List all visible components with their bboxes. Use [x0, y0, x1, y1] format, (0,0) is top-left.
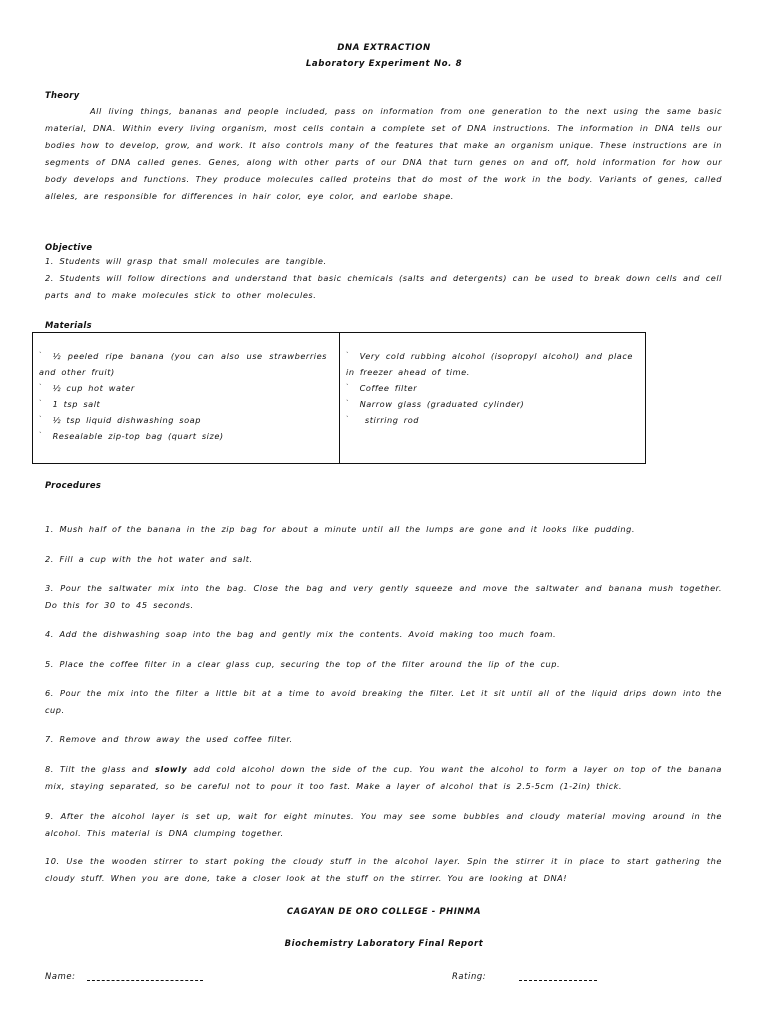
bullet-mark: `: [346, 416, 350, 423]
material-item: ` Narrow glass (graduated cylinder): [346, 399, 525, 409]
material-item: ` Very cold rubbing alcohol (isopropyl alcohol) and place in freezer ahead of time.: [346, 351, 633, 377]
theory-paragraph: [45, 103, 722, 205]
materials-left-column: [33, 333, 340, 463]
name-field[interactable]: [87, 971, 203, 981]
bullet-mark: `: [39, 352, 43, 359]
bullet-mark: `: [39, 416, 43, 423]
theory-heading: Theory: [45, 90, 80, 100]
bullet-mark: `: [346, 384, 350, 391]
material-item: ` Coffee filter: [346, 383, 418, 393]
material-item: ` ½ cup hot water: [39, 383, 135, 393]
objective-item-2: 2. Students will follow directions and understand that basic chemicals (salts and detergents) can be used to break down cells and cell parts and to make molecules stick to other molecules.: [45, 273, 722, 300]
bullet-mark: `: [346, 400, 350, 407]
name-label: Name:: [45, 971, 76, 981]
procedure-step-1: 1. Mush half of the banana in the zip bag for about a minute until all the lumps are gone and it looks like pudding.: [45, 524, 636, 534]
bullet-mark: `: [39, 384, 43, 391]
procedure-step-10: 10. Use the wooden stirrer to start poking the cloudy stuff in the alcohol layer. Spin the stirrer it in place to start gathering the cloudy stuff. When you are done, take a closer look at the stuff on the stirrer. You are looking at DNA!: [45, 856, 722, 883]
materials-right-column: [340, 333, 645, 463]
rating-field[interactable]: [519, 971, 597, 981]
emphasis-slowly: slowly: [154, 764, 188, 774]
procedure-step-7: 7. Remove and throw away the used coffee filter.: [45, 734, 293, 744]
procedures-heading: Procedures: [45, 480, 102, 490]
material-item: ` stirring rod: [346, 415, 420, 425]
bullet-mark: `: [39, 432, 43, 439]
material-item: ` Resealable zip-top bag (quart size): [39, 431, 224, 441]
rating-field-row: [452, 971, 597, 981]
college-name: CAGAYAN DE ORO COLLEGE - PHINMA: [286, 906, 482, 916]
procedure-step-8: 8. Tilt the glass and slowly add cold alcohol down the side of the cup. You want the alcohol to form a layer on top of the banana mix, staying separated, so be careful not to pour it too fast. Make a layer of alcohol that is 2.5-5cm (1-2in) thick.: [45, 764, 723, 791]
procedure-step-4: 4. Add the dishwashing soap into the bag and gently mix the contents. Avoid making too much foam.: [45, 629, 557, 639]
material-item: ` ½ peeled ripe banana (you can also use strawberries and other fruit): [39, 351, 327, 377]
theory-text: All living things, bananas and people included, pass on information from one generation to the next using the same basic material, DNA. Within every living organism, most cells contain a complete set of DNA instructions. The information in DNA tells our bodies how to develop, grow, and work. It also controls many of the features that make an organism unique. These instructions are in segments of DNA called genes. Genes, along with other parts of our DNA that turn genes on and off, hold information for how our body develops and functions. They produce molecules called proteins that do most of the work in the body. Variants of genes, called alleles, are responsible for differences in hair color, eye color, and earlobe shape.: [45, 106, 722, 201]
document-subtitle: Laboratory Experiment No. 8: [305, 59, 463, 69]
procedure-step-5: 5. Place the coffee filter in a clear glass cup, securing the top of the filter around the lip of the cup.: [45, 659, 561, 669]
material-item: ` ½ tsp liquid dishwashing soap: [39, 415, 201, 425]
materials-table: [32, 332, 646, 464]
procedure-step-6: 6. Pour the mix into the filter a little bit at a time to avoid breaking the filter. Let it sit until all of the liquid drips down into the cup.: [45, 688, 722, 715]
materials-heading: Materials: [45, 320, 92, 330]
objective-heading: Objective: [45, 242, 93, 252]
procedure-step-2: 2. Fill a cup with the hot water and salt.: [45, 554, 253, 564]
objective-item-1: 1. Students will grasp that small molecules are tangible.: [45, 256, 327, 266]
procedure-step-9: 9. After the alcohol layer is set up, wait for eight minutes. You may see some bubbles and cloudy material moving around in the alcohol. This material is DNA clumping together.: [45, 811, 722, 838]
report-title: Biochemistry Laboratory Final Report: [284, 938, 484, 948]
material-item: ` 1 tsp salt: [39, 399, 101, 409]
document-title: DNA EXTRACTION: [337, 43, 431, 53]
name-field-row: [45, 971, 203, 981]
bullet-mark: `: [39, 400, 43, 407]
bullet-mark: `: [346, 352, 350, 359]
rating-label: Rating:: [452, 971, 487, 981]
procedure-step-3: 3. Pour the saltwater mix into the bag. Close the bag and very gently squeeze and move the saltwater and banana mush together. Do this for 30 to 45 seconds.: [45, 583, 722, 610]
